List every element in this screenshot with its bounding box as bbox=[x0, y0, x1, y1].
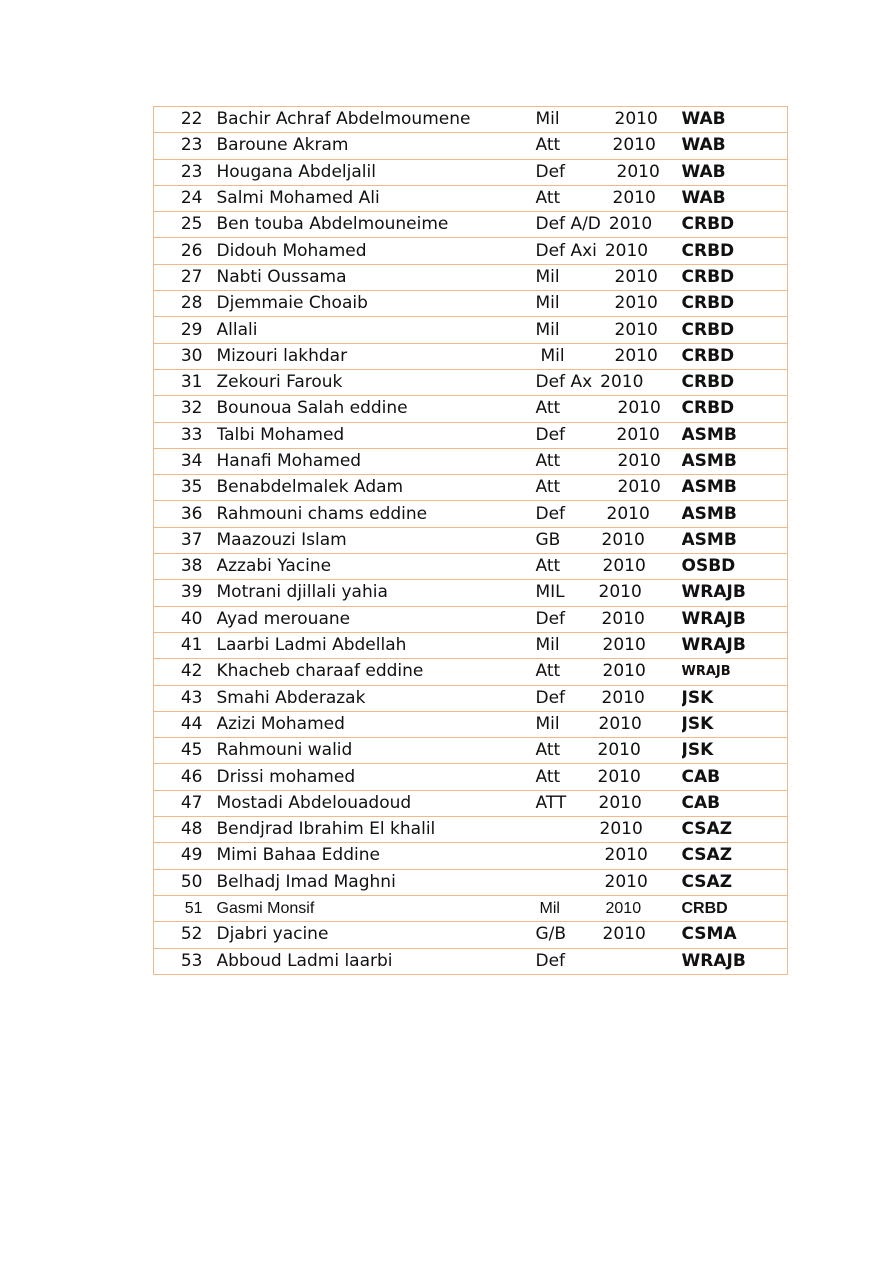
player-name: Salmi Mohamed Ali bbox=[217, 185, 535, 211]
table-row bbox=[154, 396, 788, 422]
player-name: Mizouri lakhdar bbox=[217, 343, 535, 369]
player-number: 53 bbox=[154, 948, 217, 974]
player-name: Hougana Abdeljalil bbox=[217, 159, 535, 185]
player-name: Hanafi Mohamed bbox=[217, 448, 535, 474]
player-club: CRBD bbox=[682, 396, 788, 422]
player-birth-year: 2010 bbox=[600, 372, 644, 393]
player-birth-year bbox=[593, 948, 682, 974]
player-club: CRBD bbox=[682, 238, 788, 264]
player-number: 23 bbox=[154, 159, 217, 185]
player-number: 29 bbox=[154, 317, 217, 343]
player-birth-year: 2010 bbox=[593, 317, 682, 343]
table-row bbox=[154, 317, 788, 343]
table-row bbox=[154, 343, 788, 369]
player-club: ASMB bbox=[682, 501, 788, 527]
player-number: 22 bbox=[154, 107, 217, 133]
player-number: 45 bbox=[154, 738, 217, 764]
player-birth-year: 2010 bbox=[593, 107, 682, 133]
player-birth-year: 2010 bbox=[593, 396, 682, 422]
table-row bbox=[154, 738, 788, 764]
player-position: Mil bbox=[535, 107, 593, 133]
table-row bbox=[154, 843, 788, 869]
player-birth-year: 2010 bbox=[593, 738, 682, 764]
player-name: Baroune Akram bbox=[217, 133, 535, 159]
player-birth-year: 2010 bbox=[593, 501, 682, 527]
player-name: Ayad merouane bbox=[217, 606, 535, 632]
table-row bbox=[154, 159, 788, 185]
player-name: Azizi Mohamed bbox=[217, 711, 535, 737]
table-row bbox=[154, 238, 788, 264]
player-position: Def bbox=[535, 422, 593, 448]
player-birth-year: 2010 bbox=[593, 343, 682, 369]
player-number: 30 bbox=[154, 343, 217, 369]
player-position: Def Axi 2010 bbox=[535, 238, 682, 264]
player-number: 44 bbox=[154, 711, 217, 737]
player-position: Att bbox=[535, 738, 593, 764]
player-number: 42 bbox=[154, 659, 217, 685]
player-position: MIL bbox=[535, 580, 593, 606]
player-position: Att bbox=[535, 185, 593, 211]
player-number: 31 bbox=[154, 369, 217, 395]
player-position: Att bbox=[535, 396, 593, 422]
player-number: 23 bbox=[154, 133, 217, 159]
player-name: Laarbi Ladmi Abdellah bbox=[217, 632, 535, 658]
table-row bbox=[154, 632, 788, 658]
player-position bbox=[535, 843, 593, 869]
player-club: CRBD bbox=[682, 264, 788, 290]
player-birth-year: 2010 bbox=[593, 869, 682, 895]
table-row bbox=[154, 606, 788, 632]
player-name: Nabti Oussama bbox=[217, 264, 535, 290]
player-club: JSK bbox=[682, 738, 788, 764]
table-row bbox=[154, 475, 788, 501]
player-name: Benabdelmalek Adam bbox=[217, 475, 535, 501]
player-club: CRBD bbox=[682, 212, 788, 238]
player-number: 52 bbox=[154, 922, 217, 948]
player-birth-year: 2010 bbox=[608, 214, 653, 235]
player-club: CRBD bbox=[682, 369, 788, 395]
table-row bbox=[154, 448, 788, 474]
player-birth-year: 2010 bbox=[593, 685, 682, 711]
player-position: Mil bbox=[535, 895, 593, 921]
player-birth-year: 2010 bbox=[593, 790, 682, 816]
player-birth-year: 2010 bbox=[593, 133, 682, 159]
player-position: Mil bbox=[535, 291, 593, 317]
player-name: Motrani djillali yahia bbox=[217, 580, 535, 606]
player-birth-year: 2010 bbox=[593, 711, 682, 737]
player-club: CRBD bbox=[682, 895, 788, 921]
player-position: Def A/D 2010 bbox=[535, 212, 682, 238]
table-row bbox=[154, 133, 788, 159]
player-club: WRAJB bbox=[682, 632, 788, 658]
player-club: OSBD bbox=[682, 554, 788, 580]
player-position: Def bbox=[535, 685, 593, 711]
player-name: Rahmouni walid bbox=[217, 738, 535, 764]
table-row bbox=[154, 790, 788, 816]
player-name: Drissi mohamed bbox=[217, 764, 535, 790]
player-club: CRBD bbox=[682, 317, 788, 343]
player-birth-year: 2010 bbox=[593, 448, 682, 474]
player-number: 28 bbox=[154, 291, 217, 317]
player-birth-year: 2010 bbox=[593, 291, 682, 317]
player-name: Belhadj Imad Maghni bbox=[217, 869, 535, 895]
player-name: Gasmi Monsif bbox=[217, 895, 535, 921]
player-birth-year: 2010 bbox=[593, 632, 682, 658]
player-number: 24 bbox=[154, 185, 217, 211]
player-birth-year: 2010 bbox=[593, 764, 682, 790]
table-row bbox=[154, 869, 788, 895]
table-row bbox=[154, 685, 788, 711]
player-number: 25 bbox=[154, 212, 217, 238]
player-number: 34 bbox=[154, 448, 217, 474]
player-position: ATT bbox=[535, 790, 593, 816]
player-position: Att bbox=[535, 448, 593, 474]
table-row bbox=[154, 501, 788, 527]
player-club: JSK bbox=[682, 685, 788, 711]
player-position: Att bbox=[535, 554, 593, 580]
player-club: CSMA bbox=[682, 922, 788, 948]
table-row bbox=[154, 422, 788, 448]
table-row bbox=[154, 212, 788, 238]
player-number: 38 bbox=[154, 554, 217, 580]
player-number: 33 bbox=[154, 422, 217, 448]
player-number: 48 bbox=[154, 817, 217, 843]
table-row bbox=[154, 711, 788, 737]
player-number: 36 bbox=[154, 501, 217, 527]
player-club: WRAJB bbox=[682, 580, 788, 606]
player-club: ASMB bbox=[682, 475, 788, 501]
player-name: Didouh Mohamed bbox=[217, 238, 535, 264]
table-row bbox=[154, 554, 788, 580]
player-club: WAB bbox=[682, 185, 788, 211]
player-birth-year: 2010 bbox=[593, 843, 682, 869]
player-position: Def bbox=[535, 501, 593, 527]
table-row bbox=[154, 527, 788, 553]
player-number: 46 bbox=[154, 764, 217, 790]
player-birth-year: 2010 bbox=[604, 240, 649, 261]
player-club: WAB bbox=[682, 133, 788, 159]
player-number: 37 bbox=[154, 527, 217, 553]
player-name: Talbi Mohamed bbox=[217, 422, 535, 448]
table-row bbox=[154, 948, 788, 974]
player-position: Def bbox=[535, 606, 593, 632]
player-position: Mil bbox=[535, 711, 593, 737]
player-birth-year: 2010 bbox=[593, 185, 682, 211]
player-name: Abboud Ladmi laarbi bbox=[217, 948, 535, 974]
player-position: G/B bbox=[535, 922, 593, 948]
player-number: 49 bbox=[154, 843, 217, 869]
player-number: 26 bbox=[154, 238, 217, 264]
player-position bbox=[535, 869, 593, 895]
player-position: Mil bbox=[535, 632, 593, 658]
player-number: 39 bbox=[154, 580, 217, 606]
player-position: Def bbox=[535, 948, 593, 974]
player-club: CSAZ bbox=[682, 817, 788, 843]
player-club: ASMB bbox=[682, 527, 788, 553]
player-position: GB bbox=[535, 527, 593, 553]
player-name: Zekouri Farouk bbox=[217, 369, 535, 395]
player-name: Maazouzi Islam bbox=[217, 527, 535, 553]
player-club: CAB bbox=[682, 790, 788, 816]
player-name: Allali bbox=[217, 317, 535, 343]
player-number: 40 bbox=[154, 606, 217, 632]
player-birth-year: 2010 bbox=[593, 580, 682, 606]
player-club: CAB bbox=[682, 764, 788, 790]
player-birth-year: 2010 bbox=[593, 422, 682, 448]
player-position: Mil bbox=[535, 343, 593, 369]
player-name: Djemmaie Choaib bbox=[217, 291, 535, 317]
table-row bbox=[154, 895, 788, 921]
player-name: Khacheb charaaf eddine bbox=[217, 659, 535, 685]
player-club: WAB bbox=[682, 159, 788, 185]
player-birth-year: 2010 bbox=[593, 817, 682, 843]
table-row bbox=[154, 580, 788, 606]
player-club: CRBD bbox=[682, 343, 788, 369]
player-club: WRAJB bbox=[682, 606, 788, 632]
player-name: Smahi Abderazak bbox=[217, 685, 535, 711]
player-club: CSAZ bbox=[682, 869, 788, 895]
player-club: WRAJB bbox=[682, 948, 788, 974]
player-number: 43 bbox=[154, 685, 217, 711]
player-name: Azzabi Yacine bbox=[217, 554, 535, 580]
table-row bbox=[154, 185, 788, 211]
player-name: Mostadi Abdelouadoud bbox=[217, 790, 535, 816]
player-position: Def Ax 2010 bbox=[535, 369, 682, 395]
table-row bbox=[154, 264, 788, 290]
player-position: Mil bbox=[535, 264, 593, 290]
player-name: Rahmouni chams eddine bbox=[217, 501, 535, 527]
player-birth-year: 2010 bbox=[593, 475, 682, 501]
player-position: Att bbox=[535, 133, 593, 159]
player-number: 50 bbox=[154, 869, 217, 895]
player-number: 35 bbox=[154, 475, 217, 501]
player-number: 32 bbox=[154, 396, 217, 422]
player-name: Bachir Achraf Abdelmoumene bbox=[217, 107, 535, 133]
player-club: ASMB bbox=[682, 422, 788, 448]
table-row bbox=[154, 291, 788, 317]
table-row bbox=[154, 369, 788, 395]
player-club: WRAJB bbox=[682, 659, 788, 685]
player-birth-year: 2010 bbox=[593, 527, 682, 553]
table-row bbox=[154, 817, 788, 843]
player-number: 41 bbox=[154, 632, 217, 658]
player-number: 51 bbox=[154, 895, 217, 921]
player-birth-year: 2010 bbox=[593, 606, 682, 632]
player-name: Djabri yacine bbox=[217, 922, 535, 948]
table-row bbox=[154, 107, 788, 133]
player-club: WAB bbox=[682, 107, 788, 133]
player-position: Mil bbox=[535, 317, 593, 343]
player-club: ASMB bbox=[682, 448, 788, 474]
table-row bbox=[154, 764, 788, 790]
player-birth-year: 2010 bbox=[593, 659, 682, 685]
player-club: CRBD bbox=[682, 291, 788, 317]
player-position: Att bbox=[535, 659, 593, 685]
player-table-body bbox=[154, 107, 788, 975]
player-table bbox=[153, 106, 788, 975]
player-position: Def bbox=[535, 159, 593, 185]
player-birth-year: 2010 bbox=[593, 922, 682, 948]
table-row bbox=[154, 659, 788, 685]
player-number: 47 bbox=[154, 790, 217, 816]
player-position: Att bbox=[535, 764, 593, 790]
player-birth-year: 2010 bbox=[593, 554, 682, 580]
player-name: Bendjrad Ibrahim El khalil bbox=[217, 817, 535, 843]
player-number: 27 bbox=[154, 264, 217, 290]
table-row bbox=[154, 922, 788, 948]
player-birth-year: 2010 bbox=[593, 159, 682, 185]
player-club: CSAZ bbox=[682, 843, 788, 869]
player-birth-year: 2010 bbox=[593, 264, 682, 290]
player-name: Mimi Bahaa Eddine bbox=[217, 843, 535, 869]
player-club: JSK bbox=[682, 711, 788, 737]
player-position: Att bbox=[535, 475, 593, 501]
player-name: Ben touba Abdelmouneime bbox=[217, 212, 535, 238]
player-position bbox=[535, 817, 593, 843]
player-name: Bounoua Salah eddine bbox=[217, 396, 535, 422]
player-birth-year: 2010 bbox=[593, 895, 682, 921]
